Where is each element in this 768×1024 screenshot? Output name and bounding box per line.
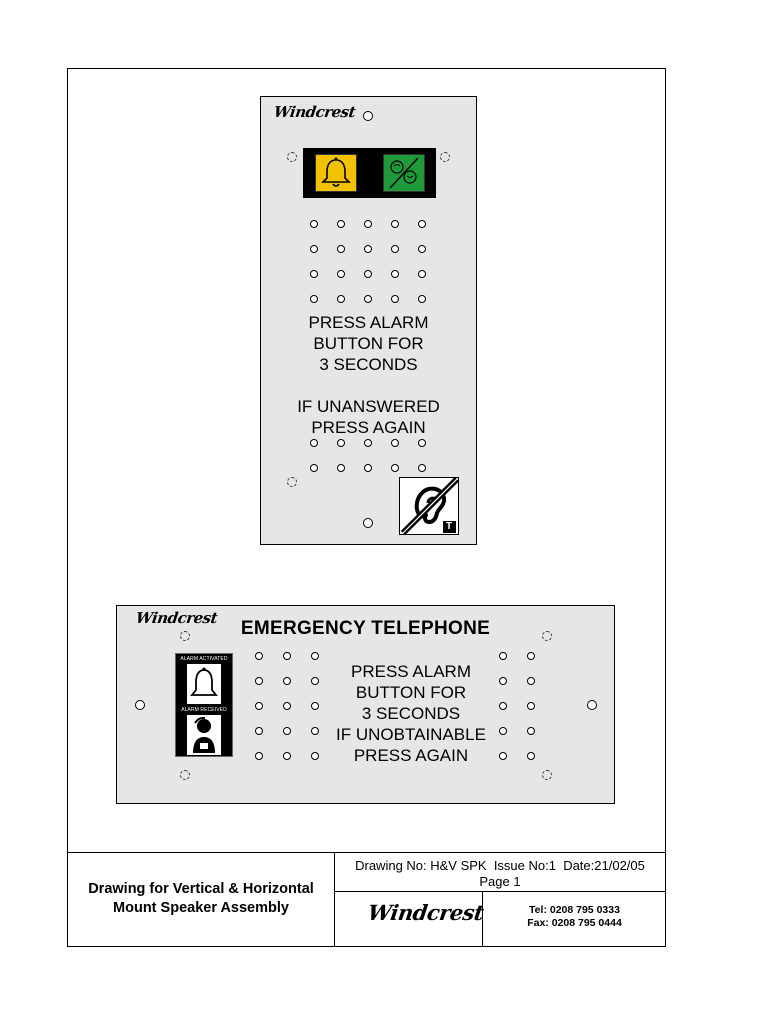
mount-hole xyxy=(363,518,373,528)
loop-badge: T xyxy=(446,521,453,532)
grille-hole xyxy=(310,270,318,278)
fax-number: Fax: 0208 795 0444 xyxy=(527,917,622,929)
instruction-text xyxy=(261,312,476,438)
grille-hole xyxy=(337,295,345,303)
screw-icon xyxy=(542,631,552,641)
screw-icon xyxy=(180,631,190,641)
grille-hole xyxy=(255,702,263,710)
page-number: Page 1 xyxy=(479,874,521,889)
drawing-title-line: Drawing for Vertical & Horizontal xyxy=(88,881,314,897)
title-block-divider xyxy=(334,891,666,892)
mount-hole xyxy=(135,700,145,710)
grille-hole xyxy=(418,220,426,228)
grille-hole xyxy=(418,439,426,447)
grille-hole xyxy=(364,245,372,253)
grille-hole xyxy=(527,677,535,685)
grille-hole xyxy=(337,464,345,472)
title-block-border xyxy=(67,946,666,947)
grille-hole xyxy=(310,464,318,472)
hearing-loop-icon xyxy=(399,477,459,535)
grille-hole xyxy=(364,220,372,228)
brand-logo: Windcrest xyxy=(366,900,486,925)
grille-hole xyxy=(391,464,399,472)
screw-icon xyxy=(180,770,190,780)
instruction-line: IF UNANSWERED xyxy=(297,397,440,416)
grille-hole xyxy=(337,245,345,253)
grille-hole xyxy=(364,464,372,472)
alarm-button[interactable] xyxy=(315,154,357,192)
grille-hole xyxy=(527,752,535,760)
instruction-line: IF UNOBTAINABLE xyxy=(336,725,486,744)
grille-hole xyxy=(418,295,426,303)
grille-hole xyxy=(391,295,399,303)
grille-hole xyxy=(391,439,399,447)
grille-hole xyxy=(283,677,291,685)
grille-hole xyxy=(391,270,399,278)
drawing-number: Drawing No: H&V SPK Issue No:1 Date:21/02/05 xyxy=(355,858,645,873)
grille-hole xyxy=(310,439,318,447)
grille-hole xyxy=(310,245,318,253)
frame-left-border xyxy=(67,68,68,947)
panel-title: EMERGENCY TELEPHONE xyxy=(240,618,491,639)
screw-icon xyxy=(542,770,552,780)
speech-indicator xyxy=(383,154,425,192)
grille-hole xyxy=(255,652,263,660)
grille-hole xyxy=(418,270,426,278)
screw-icon xyxy=(287,477,297,487)
alarm-activated-label: ALARM ACTIVATED xyxy=(180,656,228,662)
bell-icon xyxy=(187,664,221,704)
horizontal-mount-panel xyxy=(116,605,615,804)
grille-hole xyxy=(418,245,426,253)
grille-hole xyxy=(391,220,399,228)
drawing-title-line: Mount Speaker Assembly xyxy=(113,900,289,916)
mount-hole xyxy=(587,700,597,710)
bell-icon xyxy=(316,155,356,191)
drawing-info xyxy=(335,858,665,890)
grille-hole xyxy=(337,220,345,228)
grille-hole xyxy=(499,652,507,660)
brand-logo: Windcrest xyxy=(272,103,357,121)
drawing-title xyxy=(68,880,334,918)
screw-icon xyxy=(440,152,450,162)
grille-hole xyxy=(283,702,291,710)
grille-hole xyxy=(391,245,399,253)
person-on-phone-icon xyxy=(187,715,221,755)
instruction-line: 3 SECONDS xyxy=(361,704,461,723)
grille-hole xyxy=(364,270,372,278)
grille-hole xyxy=(283,727,291,735)
instruction-text xyxy=(317,661,505,766)
grille-hole xyxy=(418,464,426,472)
grille-hole xyxy=(337,439,345,447)
grille-hole xyxy=(527,702,535,710)
grille-hole xyxy=(364,295,372,303)
telephone-number: Tel: 0208 795 0333 xyxy=(529,904,620,916)
grille-hole xyxy=(364,439,372,447)
instruction-line: PRESS ALARM xyxy=(351,662,471,681)
grille-hole xyxy=(337,270,345,278)
instruction-line: PRESS AGAIN xyxy=(353,746,469,765)
screw-icon xyxy=(287,152,297,162)
grille-hole xyxy=(283,752,291,760)
alarm-received-label: ALARM RECEIVED xyxy=(181,707,227,713)
grille-hole xyxy=(310,220,318,228)
instruction-line: BUTTON FOR xyxy=(355,683,467,702)
button-strip xyxy=(303,148,436,198)
instruction-line: 3 SECONDS xyxy=(319,355,418,374)
brand-logo: Windcrest xyxy=(134,609,219,627)
title-block-border xyxy=(67,852,666,853)
mount-hole xyxy=(363,111,373,121)
contact-info xyxy=(484,904,665,930)
grille-hole xyxy=(255,677,263,685)
grille-hole xyxy=(527,727,535,735)
status-indicator-panel xyxy=(175,653,233,757)
speech-icon xyxy=(384,155,424,191)
vertical-mount-panel xyxy=(260,96,477,545)
frame-right-border xyxy=(665,68,666,947)
grille-hole xyxy=(311,652,319,660)
instruction-line: BUTTON FOR xyxy=(313,334,424,353)
instruction-spacer xyxy=(261,375,476,396)
grille-hole xyxy=(255,727,263,735)
grille-hole xyxy=(283,652,291,660)
grille-hole xyxy=(255,752,263,760)
instruction-line: PRESS AGAIN xyxy=(311,418,426,437)
frame-top-border xyxy=(67,68,666,69)
grille-hole xyxy=(527,652,535,660)
instruction-line: PRESS ALARM xyxy=(308,313,429,332)
grille-hole xyxy=(310,295,318,303)
